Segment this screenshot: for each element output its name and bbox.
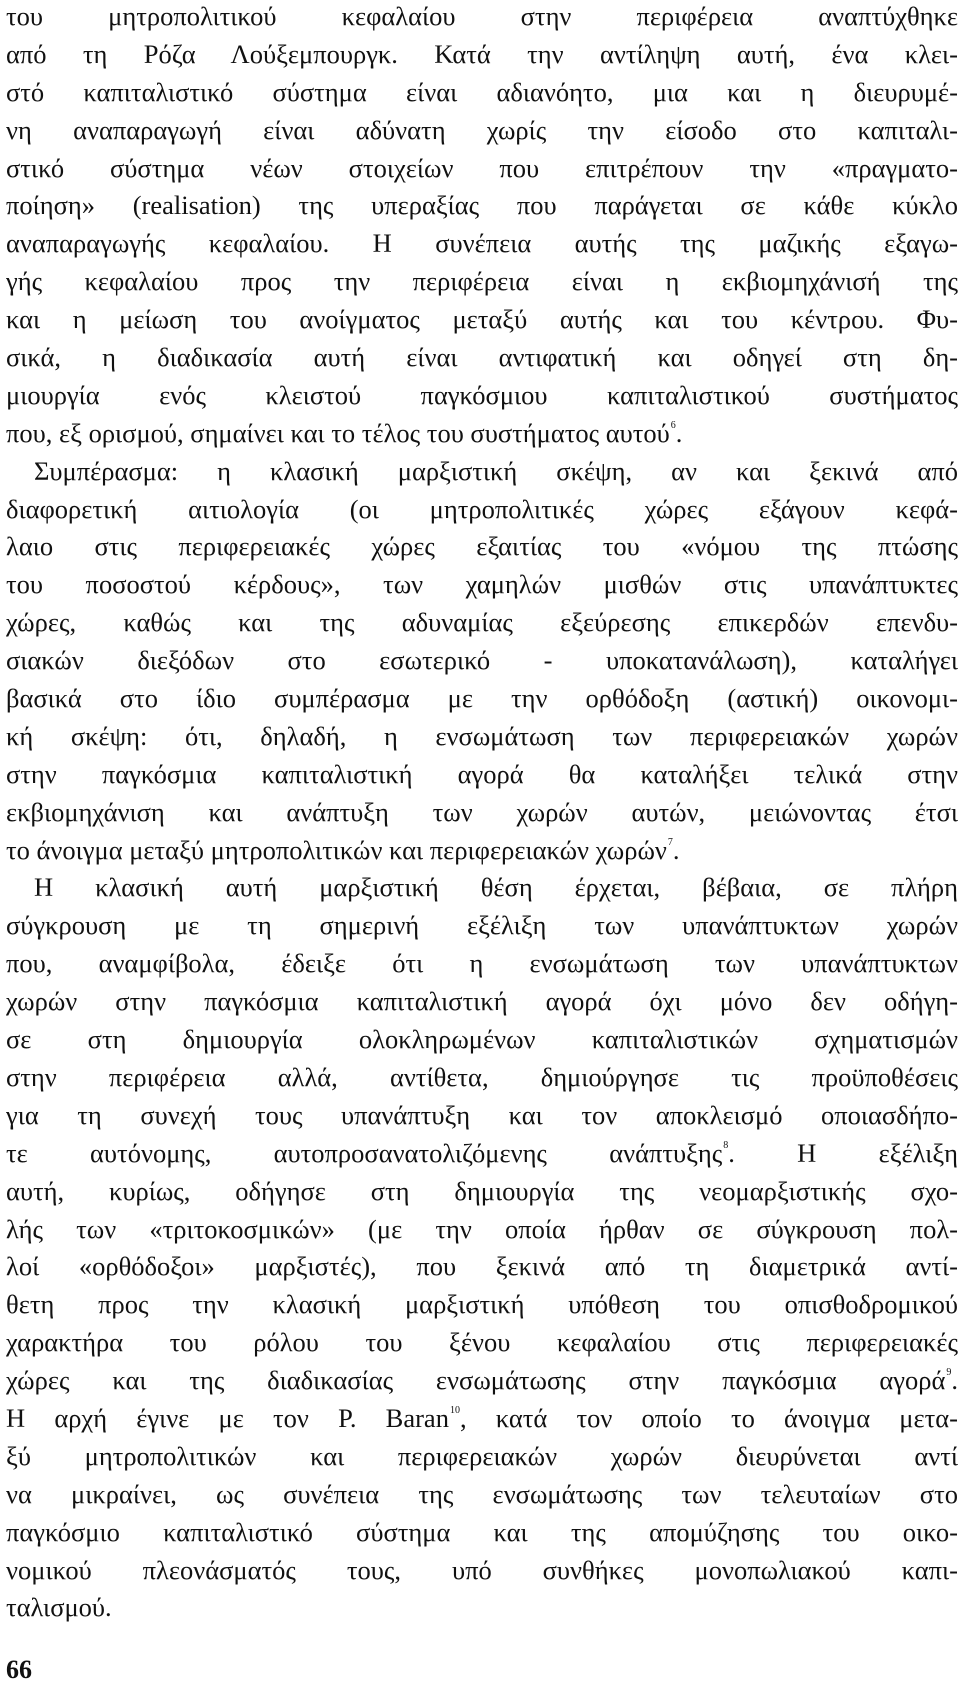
line-text: στό καπιταλιστικό σύστημα είναι αδιανόητο, μια και η διευρυμέ- [6, 76, 958, 107]
line-text: που, εξ ορισμού, σημαίνει και το τέλος του συστήματος αυτού [6, 417, 670, 448]
text-line [6, 0, 958, 36]
text-line [6, 1021, 958, 1059]
text-line [6, 491, 958, 529]
line-text-after-footnote: . [672, 834, 680, 865]
line-text: Η αρχή έγινε με τον P. Baran [6, 1402, 449, 1433]
line-text: για τη συνεχή τους υπανάπτυξη και τον αποκλεισμό οποιασδήπο- [6, 1099, 958, 1130]
line-text: λαιο στις περιφερειακές χώρες εξαιτίας του «νόμου της πτώσης [6, 531, 958, 562]
text-line [6, 1211, 958, 1249]
text-line [6, 680, 958, 718]
text-line [6, 983, 958, 1021]
line-text: παγκόσμιο καπιταλιστικό σύστημα και της απομύζησης του οικο- [6, 1516, 958, 1547]
line-text: Συμπέρασμα: η κλασική μαρξιστική σκέψη, αν και ξεκινά από [34, 455, 958, 486]
line-text-after-footnote: . Η εξέλιξη [728, 1137, 958, 1168]
text-line [6, 1097, 958, 1135]
line-text: το άνοιγμα μεταξύ μητροπολιτικών και περιφερειακών χωρών [6, 834, 667, 865]
text-line [6, 945, 958, 983]
text-line [6, 1248, 958, 1286]
line-text: και η μείωση του ανοίγματος μεταξύ αυτής και του κέντρου. Φυ- [6, 304, 958, 335]
text-line [6, 1514, 958, 1552]
text-line [6, 112, 958, 150]
text-line [6, 794, 958, 832]
page-number: 66 [6, 1655, 32, 1684]
text-line [6, 1173, 958, 1211]
line-text: του μητροπολιτικού κεφαλαίου στην περιφέρεια αναπτύχθηκε [6, 1, 958, 31]
line-text: εκβιομηχάνιση και ανάπτυξη των χωρών αυτών, μειώνοντας έτσι [6, 796, 958, 827]
text-line [6, 832, 958, 870]
line-text: στην περιφέρεια αλλά, αντίθετα, δημιούργησε τις προϋποθέσεις [6, 1061, 958, 1092]
line-text: χώρες και της διαδικασίας ενσωμάτωσης στην παγκόσμια αγορά [6, 1365, 946, 1396]
line-text: χαρακτήρα του ρόλου του ξένου κεφαλαίου στις περιφερειακές [6, 1327, 958, 1358]
paragraph [6, 453, 958, 870]
text-line [6, 377, 958, 415]
line-text: λής των «τριτοκοσμικών» (με την οποία ήρθαν σε σύγκρουση πολ- [6, 1213, 958, 1244]
line-text: αυτή, κυρίως, οδήγησε στη δημιουργία της νεομαρξιστικής σχο- [6, 1175, 958, 1206]
text-line [6, 528, 958, 566]
text-line [6, 1135, 958, 1173]
paragraph [6, 869, 958, 1627]
line-text: ταλισμού. [6, 1592, 112, 1623]
text-line [6, 566, 958, 604]
line-text: αναπαραγωγής κεφαλαίου. Η συνέπεια αυτής της μαζικής εξαγω- [6, 228, 958, 259]
line-text: που, αναμφίβολα, έδειξε ότι η ενσωμάτωση των υπανάπτυκτων [6, 948, 958, 979]
text-line [6, 339, 958, 377]
body-text [6, 0, 958, 1627]
line-text: χωρών στην παγκόσμια καπιταλιστική αγορά όχι μόνο δεν οδήγη- [6, 986, 958, 1017]
footnote-marker: 10 [449, 1404, 460, 1416]
line-text: κή σκέψη: ότι, δηλαδή, η ενσωμάτωση των περιφερειακών χωρών [6, 720, 958, 751]
line-text: ποίηση» (realisation) της υπεραξίας που παράγεται σε κάθε κύκλο [6, 190, 958, 221]
footnote-marker: 7 [667, 836, 673, 848]
text-line [6, 453, 958, 491]
text-line [6, 301, 958, 339]
line-text: λοί «ορθόδοξοι» μαρξιστές), που ξεκινά από τη διαμετρικά αντί- [6, 1251, 958, 1282]
text-line [6, 415, 958, 453]
text-line [6, 642, 958, 680]
text-line [6, 1362, 958, 1400]
line-text-after-footnote: . [951, 1365, 958, 1396]
line-text: σε στη δημιουργία ολοκληρωμένων καπιταλιστικών σχηματισμών [6, 1024, 958, 1055]
text-line [6, 187, 958, 225]
line-text: διαφορετική αιτιολογία (οι μητροπολιτικές χώρες εξάγουν κεφά- [6, 493, 958, 524]
text-line [6, 907, 958, 945]
text-line [6, 36, 958, 74]
line-text: στικό σύστημα νέων στοιχείων που επιτρέπουν την «πραγματο- [6, 152, 958, 183]
text-line [6, 869, 958, 907]
line-text: Η κλασική αυτή μαρξιστική θέση έρχεται, βέβαια, σε πλήρη [34, 872, 958, 903]
text-line [6, 150, 958, 188]
line-text: ξύ μητροπολιτικών και περιφερειακών χωρών διευρύνεται αντί [6, 1440, 958, 1471]
line-text-after-footnote: . [675, 417, 683, 448]
text-line [6, 263, 958, 301]
footnote-marker: 8 [723, 1139, 729, 1151]
line-text: να μικραίνει, ως συνέπεια της ενσωμάτωσης των τελευταίων στο [6, 1478, 958, 1509]
line-text: χώρες, καθώς και της αδυναμίας εξεύρεσης επικερδών επενδυ- [6, 607, 958, 638]
line-text: τε αυτόνομης, αυτοπροσανατολιζόμενης ανάπτυξης [6, 1137, 723, 1168]
text-line [6, 604, 958, 642]
line-text: νομικού πλεονάσματός τους, υπό συνθήκες μονοπωλιακού καπι- [6, 1554, 958, 1585]
line-text: από τη Ρόζα Λούξεμπουργκ. Κατά την αντίληψη αυτή, ένα κλει- [6, 38, 958, 69]
text-line [6, 225, 958, 263]
text-line [6, 1286, 958, 1324]
text-line [6, 756, 958, 794]
line-text: στην παγκόσμια καπιταλιστική αγορά θα καταλήξει τελικά στην [6, 758, 958, 789]
line-text: βασικά στο ίδιο συμπέρασμα με την ορθόδοξη (αστική) οικονομι- [6, 683, 958, 714]
line-text: γής κεφαλαίου προς την περιφέρεια είναι η εκβιομηχάνισή της [6, 266, 958, 297]
text-line [6, 74, 958, 112]
line-text: σύγκρουση με τη σημερινή εξέλιξη των υπανάπτυκτων χωρών [6, 910, 958, 941]
line-text: θετη προς την κλασική μαρξιστική υπόθεση του οπισθοδρομικού [6, 1289, 958, 1320]
line-text: νη αναπαραγωγή είναι αδύνατη χωρίς την είσοδο στο καπιταλι- [6, 114, 958, 145]
text-line [6, 718, 958, 756]
line-text: του ποσοστού κέρδους», των χαμηλών μισθών στις υπανάπτυκτες [6, 569, 958, 600]
text-line [6, 1476, 958, 1514]
text-line [6, 1324, 958, 1362]
line-text-after-footnote: , κατά τον οποίο το άνοιγμα μετα- [459, 1402, 958, 1433]
text-line [6, 1589, 958, 1627]
text-line [6, 1059, 958, 1097]
line-text: μιουργία ενός κλειστού παγκόσμιου καπιταλιστικού συστήματος [6, 379, 958, 410]
line-text: σικά, η διαδικασία αυτή είναι αντιφατική και οδηγεί στη δη- [6, 342, 958, 373]
line-text: σιακών διεξόδων στο εσωτερικό - υποκατανάλωση), καταλήγει [6, 645, 958, 676]
footnote-marker: 6 [670, 419, 676, 431]
paragraph [6, 0, 958, 453]
text-line [6, 1400, 958, 1438]
footnote-marker: 9 [946, 1367, 952, 1379]
text-line [6, 1552, 958, 1590]
text-line [6, 1438, 958, 1476]
